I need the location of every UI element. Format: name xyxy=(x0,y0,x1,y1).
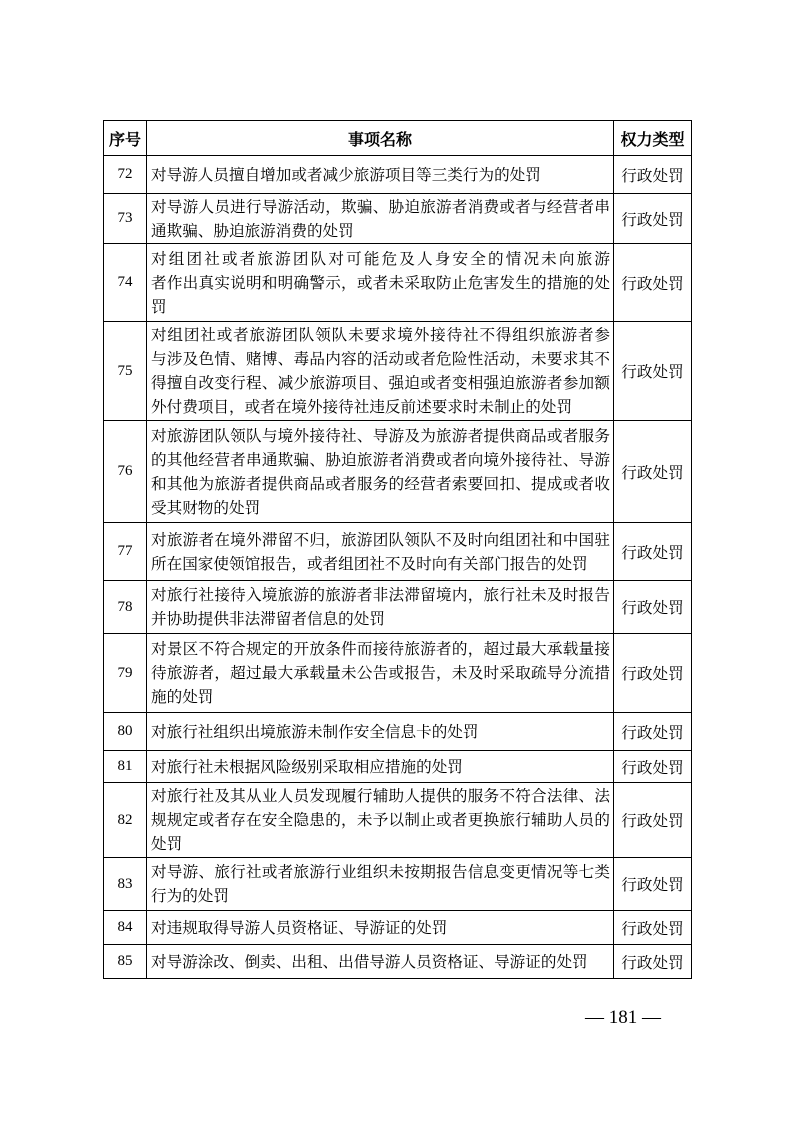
item-name-cell xyxy=(147,751,614,783)
table-row xyxy=(104,858,692,911)
item-name-cell xyxy=(147,858,614,911)
item-name-cell xyxy=(147,194,614,244)
item-name-line: 对组团社或者旅游团队领队未要求境外接待社不得组织旅游者参 xyxy=(151,326,610,344)
item-name-line: 规规定或者存在安全隐患的，未予以制止或者更换旅行辅助人员的 xyxy=(151,811,610,829)
table-row xyxy=(104,581,692,634)
item-name-line: 对旅行社组织出境旅游未制作安全信息卡的处罚 xyxy=(151,722,479,741)
table-row xyxy=(104,751,692,783)
item-name-cell xyxy=(147,244,614,322)
item-name-cell xyxy=(147,322,614,421)
table-row xyxy=(104,713,692,751)
item-name-line: 通欺骗、胁迫旅游消费的处罚 xyxy=(151,221,354,240)
item-name-line: 罚 xyxy=(151,297,167,316)
table-row xyxy=(104,156,692,194)
item-name-line: 对导游人员进行导游活动，欺骗、胁迫旅游者消费或者与经营者串 xyxy=(151,197,610,216)
power-type: 行政处罚 xyxy=(614,523,692,581)
row-number: 74 xyxy=(104,244,147,322)
item-name-line: 外付费项目，或者在境外接待社违反前述要求时未制止的处罚 xyxy=(151,398,573,416)
item-name-line: 对违规取得导游人员资格证、导游证的处罚 xyxy=(151,918,448,937)
item-name-line: 并协助提供非法滞留者信息的处罚 xyxy=(151,610,385,628)
item-name-line: 对组团社或者旅游团队对可能危及人身安全的情况未向旅游 xyxy=(151,249,610,268)
header-item-name: 事项名称 xyxy=(147,121,614,156)
power-type: 行政处罚 xyxy=(614,194,692,244)
row-number: 82 xyxy=(104,783,147,858)
page-number: — 181 — xyxy=(585,1007,661,1028)
item-name-cell xyxy=(147,421,614,523)
header-power-type: 权力类型 xyxy=(614,121,692,156)
table-row xyxy=(104,421,692,523)
item-name-line: 对旅行社接待入境旅游的旅游者非法滞留境内，旅行社未及时报告 xyxy=(151,586,610,604)
table-row xyxy=(104,945,692,979)
row-number: 83 xyxy=(104,858,147,911)
power-type: 行政处罚 xyxy=(614,858,692,911)
row-number: 79 xyxy=(104,634,147,713)
item-name-line: 行为的处罚 xyxy=(151,887,229,905)
row-number: 75 xyxy=(104,322,147,421)
power-items-table xyxy=(103,120,692,979)
item-name-cell xyxy=(147,634,614,713)
item-name-cell xyxy=(147,581,614,634)
item-name-line: 者作出真实说明和明确警示，或者未采取防止危害发生的措施的处 xyxy=(151,273,610,292)
item-name-line: 施的处罚 xyxy=(151,688,214,706)
item-name-line: 受其财物的处罚 xyxy=(151,498,261,517)
row-number: 84 xyxy=(104,911,147,945)
table-body xyxy=(104,156,692,979)
item-name-cell xyxy=(147,783,614,858)
power-type: 行政处罚 xyxy=(614,634,692,713)
item-name-line: 对导游、旅行社或者旅游行业组织未按期报告信息变更情况等七类 xyxy=(151,863,610,881)
item-name-cell xyxy=(147,156,614,194)
item-name-line: 对旅行社及其从业人员发现履行辅助人提供的服务不符合法律、法 xyxy=(151,787,610,805)
table-row xyxy=(104,783,692,858)
item-name-cell xyxy=(147,713,614,751)
power-type: 行政处罚 xyxy=(614,945,692,979)
item-name-cell xyxy=(147,911,614,945)
table-row xyxy=(104,634,692,713)
power-type: 行政处罚 xyxy=(614,783,692,858)
power-type: 行政处罚 xyxy=(614,911,692,945)
table-row xyxy=(104,244,692,322)
item-name-line: 待旅游者，超过最大承载量未公告或报告，未及时采取疏导分流措 xyxy=(151,664,610,682)
item-name-cell xyxy=(147,523,614,581)
power-type: 行政处罚 xyxy=(614,751,692,783)
power-type: 行政处罚 xyxy=(614,244,692,322)
item-name-line: 得擅自改变行程、减少旅游项目、强迫或者变相强迫旅游者参加额 xyxy=(151,374,610,392)
row-number: 76 xyxy=(104,421,147,523)
item-name-line: 的其他经营者串通欺骗、胁迫旅游者消费或者向境外接待社、导游 xyxy=(151,450,610,469)
header-row xyxy=(104,121,692,156)
row-number: 78 xyxy=(104,581,147,634)
item-name-line: 所在国家使领馆报告，或者组团社不及时向有关部门报告的处罚 xyxy=(151,554,588,573)
table-row xyxy=(104,911,692,945)
item-name-line: 对景区不符合规定的开放条件而接待旅游者的，超过最大承载量接 xyxy=(151,640,610,658)
table-row xyxy=(104,523,692,581)
table-row xyxy=(104,194,692,244)
row-number: 73 xyxy=(104,194,147,244)
row-number: 77 xyxy=(104,523,147,581)
power-type: 行政处罚 xyxy=(614,421,692,523)
row-number: 85 xyxy=(104,945,147,979)
header-number: 序号 xyxy=(104,121,147,156)
item-name-line: 对旅游团队领队与境外接待社、导游及为旅游者提供商品或者服务 xyxy=(151,426,610,445)
item-name-line: 对旅行社未根据风险级别采取相应措施的处罚 xyxy=(151,757,463,776)
row-number: 72 xyxy=(104,156,147,194)
table-row xyxy=(104,322,692,421)
item-name-line: 和其他为旅游者提供商品或者服务的经营者索要回扣、提成或者收 xyxy=(151,474,610,493)
power-type: 行政处罚 xyxy=(614,713,692,751)
power-type: 行政处罚 xyxy=(614,322,692,421)
power-type: 行政处罚 xyxy=(614,156,692,194)
item-name-cell xyxy=(147,945,614,979)
item-name-line: 对导游人员擅自增加或者减少旅游项目等三类行为的处罚 xyxy=(151,165,541,184)
item-name-line: 处罚 xyxy=(151,835,183,853)
power-type: 行政处罚 xyxy=(614,581,692,634)
item-name-line: 对导游涂改、倒卖、出租、出借导游人员资格证、导游证的处罚 xyxy=(151,952,588,971)
row-number: 81 xyxy=(104,751,147,783)
item-name-line: 与涉及色情、赌博、毒品内容的活动或者危险性活动，未要求其不 xyxy=(151,350,610,368)
table-header xyxy=(104,121,692,156)
row-number: 80 xyxy=(104,713,147,751)
item-name-line: 对旅游者在境外滞留不归，旅游团队领队不及时向组团社和中国驻 xyxy=(151,530,610,549)
